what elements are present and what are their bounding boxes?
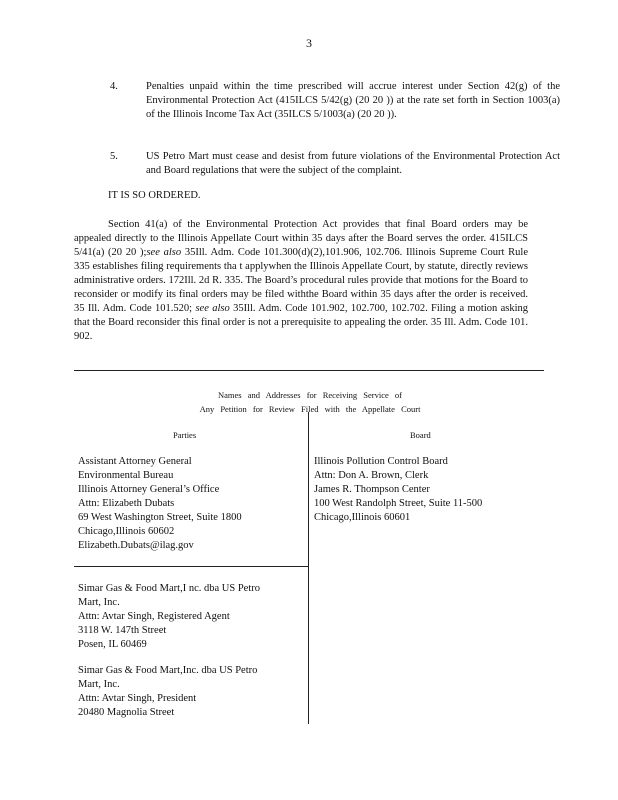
address-line: Environmental Bureau [78, 470, 174, 481]
address-line: Mart, Inc. [78, 597, 120, 608]
paragraph-text-1: Section 41(a) of the Environmental Protection Act provides that final Board orders may be appealed directly to the Illinois Appellate Court within 35 days after the Board serves the order. 415ILCS 5/41(a) (20 20 ); [74, 219, 528, 258]
address-line: Illinois Pollution Control Board [314, 456, 448, 467]
address-line: Attn: Don A. Brown, Clerk [314, 470, 429, 481]
paragraph-text-2: 35Ill. Adm. Code 101.300(d)(2),101.906, 102.706. Illinois Supreme Court Rule 335 establishes filing requirements tha t applywhen the Illinois Appellate Court, by statute, directly reviews administrative orders. 172Ill. 2d R. 335. The Board’s procedural rules provide that motions for the Board to reconsider or modify its final orders may be filed withthe Board within 35 days after the order is received. 35 Ill. Adm. Code 101.520; [74, 247, 528, 314]
service-heading [140, 388, 480, 416]
party-simar-agent [78, 582, 260, 652]
column-divider [308, 412, 309, 724]
address-line: Chicago,Illinois 60601 [314, 512, 411, 523]
address-line: 20480 Magnolia Street [78, 707, 175, 718]
address-line: Chicago,Illinois 60602 [78, 526, 175, 537]
address-line: 3118 W. 147th Street [78, 625, 167, 636]
see-also-1: see also [146, 247, 182, 258]
address-line: Illinois Attorney General’s Office [78, 484, 220, 495]
appeal-paragraph [74, 218, 528, 344]
party-simar-president [78, 664, 257, 720]
address-line: Attn: Elizabeth Dubats [78, 498, 175, 509]
service-heading-line2: Any Petition for Review Filed with the Appellate Court [199, 404, 421, 414]
parties-header: Parties [173, 430, 197, 440]
order-item-4 [110, 80, 560, 136]
order-item-5 [110, 150, 560, 178]
address-line: Posen, IL 60469 [78, 639, 147, 650]
item-text: Penalties unpaid within the time prescribed will accrue interest under Section 42(g) of the Environmental Protection Act (415ILCS 5/42(g) (20 20 )) at the rate set forth in Section 1003(a) of the Illinois Income Tax Act (35ILCS 5/1003(a) (20 20 )). [146, 81, 560, 120]
address-line: Attn: Avtar Singh, Registered Agent [78, 611, 230, 622]
item-text: US Petro Mart must cease and desist from future violations of the Environmental Protection Act and Board regulations that were the subject of the complaint. [146, 151, 560, 176]
item-number: 4. [110, 81, 118, 92]
address-line: Assistant Attorney General [78, 456, 192, 467]
party-divider [74, 566, 308, 567]
party-attorney-general [78, 455, 242, 553]
board-header: Board [410, 430, 431, 440]
email-address: Elizabeth.Dubats@ilag.gov [78, 540, 194, 551]
address-line: Attn: Avtar Singh, President [78, 693, 197, 704]
address-line: Simar Gas & Food Mart,Inc. dba US Petro [78, 665, 258, 676]
service-heading-line1: Names and Addresses for Receiving Service of [217, 390, 403, 400]
order-statement: IT IS SO ORDERED. [108, 190, 201, 201]
board-address [314, 455, 482, 525]
paragraph-text-3: 35Ill. Adm. Code 101.902, 102.700, 102.702. Filing a motion asking that the Board reconsider this final order is not a prerequisite to appealing the order. 35 Ill. Adm. Code 101. 902. [74, 303, 528, 342]
address-line: James R. Thompson Center [314, 484, 430, 495]
address-line: Simar Gas & Food Mart,I nc. dba US Petro [78, 583, 260, 594]
section-divider [74, 370, 544, 371]
address-line: 100 West Randolph Street, Suite 11-500 [314, 498, 483, 509]
page-number: 3 [306, 36, 312, 50]
see-also-2: see also [195, 303, 230, 314]
item-number: 5. [110, 151, 118, 162]
address-line: 69 West Washington Street, Suite 1800 [78, 512, 242, 523]
address-line: Mart, Inc. [78, 679, 120, 690]
